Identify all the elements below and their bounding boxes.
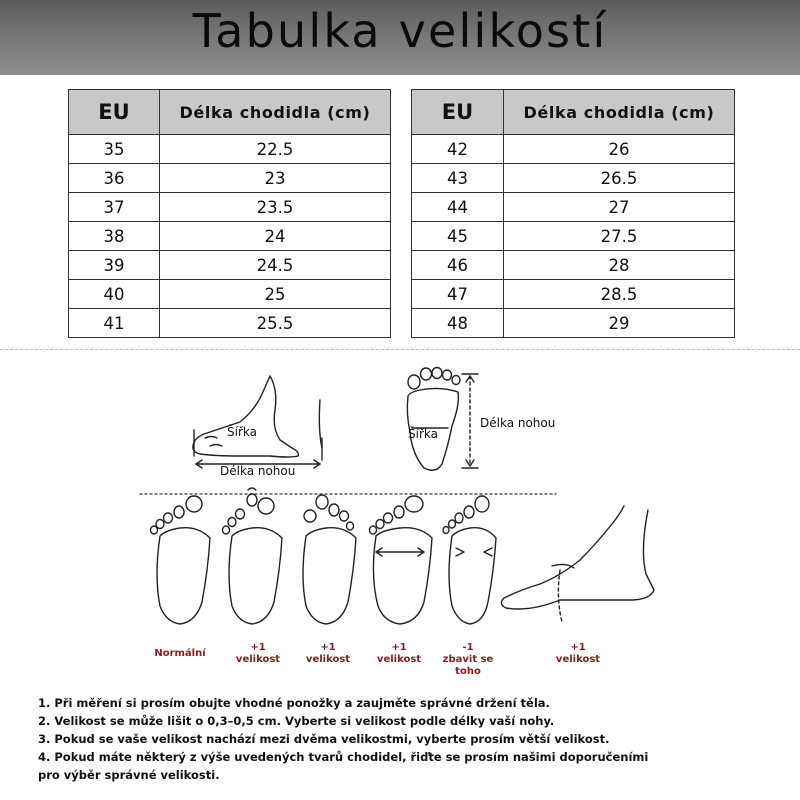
table-row <box>69 309 391 338</box>
table-row <box>412 222 735 251</box>
eu-size: 39 <box>69 251 160 280</box>
length-column-header: Délka chodidla (cm) <box>160 90 391 135</box>
foot-length: 23.5 <box>160 193 391 222</box>
eu-size: 41 <box>69 309 160 338</box>
foot-narrow-icon <box>443 496 496 624</box>
table-row <box>69 135 391 164</box>
foot-high-instep-icon <box>501 506 654 622</box>
foot-length: 25.5 <box>160 309 391 338</box>
note-line: pro výběr správné velikosti. <box>38 768 220 782</box>
eu-size: 43 <box>412 164 504 193</box>
foot-length: 23 <box>160 164 391 193</box>
page-title: Tabulka velikostí <box>192 4 608 58</box>
eu-size: 40 <box>69 280 160 309</box>
foot-type-label: +1 velikost <box>376 642 422 665</box>
eu-size: 46 <box>412 251 504 280</box>
top-length-label: Délka nohou <box>480 416 556 430</box>
foot-type-label: +1 velikost <box>235 642 281 665</box>
foot-length: 22.5 <box>160 135 391 164</box>
eu-size: 37 <box>69 193 160 222</box>
eu-size: 44 <box>412 193 504 222</box>
foot-length: 27.5 <box>504 222 735 251</box>
title-banner <box>0 0 800 75</box>
side-length-label: Délka nohou <box>220 464 296 478</box>
length-column-header: Délka chodidla (cm) <box>504 90 735 135</box>
size-table-right <box>411 89 735 338</box>
eu-size: 45 <box>412 222 504 251</box>
side-width-label: Šířka <box>227 425 257 439</box>
table-header-row <box>412 90 735 135</box>
foot-wide-icon <box>370 496 433 624</box>
foot-length: 27 <box>504 193 735 222</box>
foot-length: 29 <box>504 309 735 338</box>
note-line: 2. Velikost se může lišit o 0,3–0,5 cm. Vyberte si velikost podle délky vaší nohy. <box>38 714 555 728</box>
foot-length: 26.5 <box>504 164 735 193</box>
foot-type-label: Normální <box>154 648 206 659</box>
size-table-left <box>68 89 391 338</box>
table-row <box>412 309 735 338</box>
foot-length: 24 <box>160 222 391 251</box>
table-header-row <box>69 90 391 135</box>
top-foot-icon <box>407 368 478 471</box>
note-line: 3. Pokud se vaše velikost nachází mezi dvěma velikostmi, vyberte prosím větší velikost. <box>38 732 610 746</box>
foot-length: 26 <box>504 135 735 164</box>
table-row <box>412 251 735 280</box>
section-divider <box>0 349 800 350</box>
eu-column-header: EU <box>412 90 504 135</box>
table-row <box>412 280 735 309</box>
eu-size: 38 <box>69 222 160 251</box>
foot-type-label: +1 velikost <box>555 642 601 665</box>
foot-length: 28.5 <box>504 280 735 309</box>
table-row <box>69 222 391 251</box>
table-row <box>412 164 735 193</box>
table-row <box>69 280 391 309</box>
foot-type-label: -1 zbavit se toho <box>442 642 494 677</box>
table-row <box>69 164 391 193</box>
table-row <box>412 193 735 222</box>
measurement-notes <box>38 694 758 784</box>
note-line: 4. Pokud máte některý z výše uvedených tvarů chodidel, řiďte se prosím našimi doporučeními <box>38 750 649 764</box>
foot-square-icon <box>303 495 356 624</box>
foot-length: 24.5 <box>160 251 391 280</box>
table-row <box>69 193 391 222</box>
table-row <box>69 251 391 280</box>
eu-size: 35 <box>69 135 160 164</box>
foot-normal-icon <box>151 496 211 624</box>
table-row <box>412 135 735 164</box>
side-foot-icon <box>193 376 322 468</box>
eu-size: 48 <box>412 309 504 338</box>
eu-column-header: EU <box>69 90 160 135</box>
eu-size: 42 <box>412 135 504 164</box>
foot-type-label: +1 velikost <box>305 642 351 665</box>
foot-measurement-illustration <box>0 360 800 690</box>
foot-greek-icon <box>223 488 283 624</box>
top-width-label: Šířka <box>408 427 438 441</box>
eu-size: 36 <box>69 164 160 193</box>
eu-size: 47 <box>412 280 504 309</box>
foot-length: 28 <box>504 251 735 280</box>
note-line: 1. Při měření si prosím obujte vhodné ponožky a zaujměte správné držení těla. <box>38 696 550 710</box>
foot-length: 25 <box>160 280 391 309</box>
